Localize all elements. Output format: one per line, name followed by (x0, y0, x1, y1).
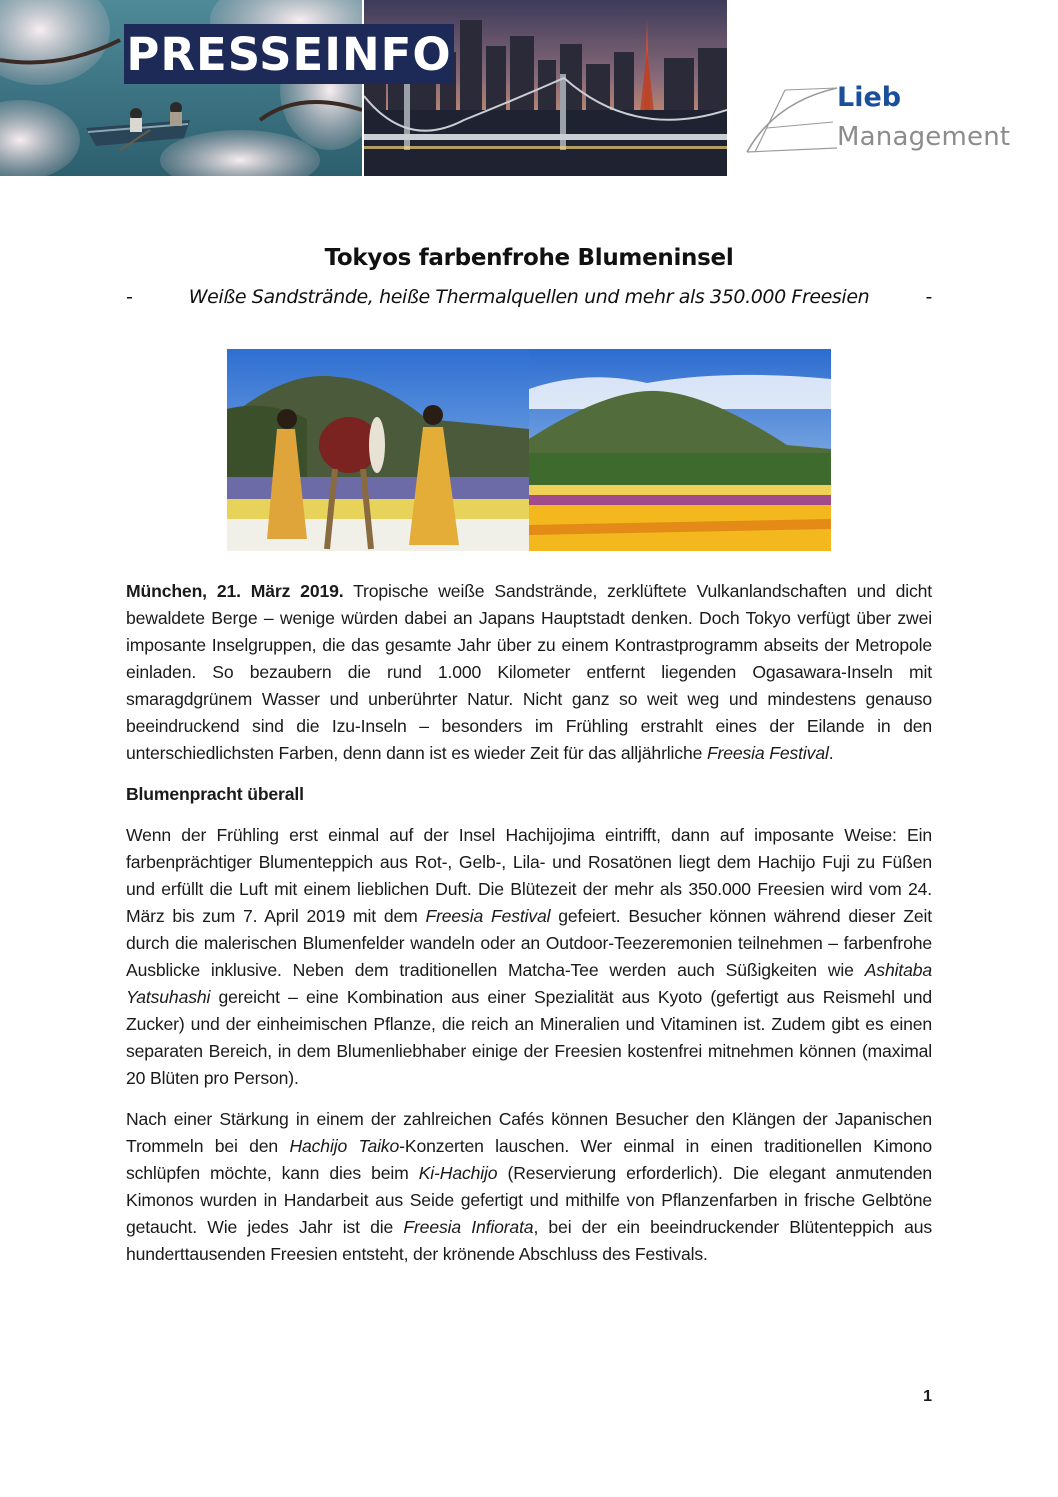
intro-text-1: Tropische weiße Sandstrände, zerklüftete Vulkanlandschaften und dicht bewaldete Berge – wenige würden dabei an Japans Hauptstadt denken. Doch Tokyo verfügt über zwei imposante Inselgruppen, die das gesamte Jahr über zu einem Kontrastprogramm abseits der Metropole einladen. So bezaubern die rund 1.000 Kilometer entfernt liegenden Ogasawara-Inseln mit smaragdgrünem Wasser und unberührter Natur. Nicht ganz so weit weg und mindestens genauso beeindruckend sind die Izu-Inseln – besonders im Frühling erstrahlt eines der Eilande in den unterschiedlichsten Farben, denn dann ist es wieder Zeit für das alljährliche (126, 581, 932, 763)
header-banner (0, 0, 727, 176)
s1-text-3: gereicht – eine Kombination aus einer Spezialität aus Kyoto (gefertigt aus Reismehl und Zucker) und der einheimischen Pflanze, die reich an Mineralien und Vitaminen ist. Zudem gibt es einen separaten Bereich, in dem Blumenliebhaber einige der Freesien kostenfrei mitnehmen können (maximal 20 Blüten pro Person). (126, 987, 932, 1088)
subtitle-dash-left: - (126, 286, 133, 308)
festival-photos (227, 349, 831, 551)
freesia-field-photo (529, 349, 831, 551)
logo-word-management: Management (837, 122, 1011, 152)
s2-em-1: Hachijo Taiko (289, 1136, 400, 1156)
intro-text-2: . (828, 743, 834, 763)
logo-swoosh-icon (745, 82, 845, 162)
article-title: Tokyos farbenfrohe Blumeninsel (324, 245, 734, 271)
s2-em-3: Freesia Infiorata (403, 1217, 534, 1237)
subtitle-text: Weiße Sandstrände, heiße Thermalquellen und mehr als 350.000 Freesien (188, 286, 870, 308)
article-body (126, 578, 932, 1282)
s1-text-1: Wenn der Frühling erst einmal auf der Insel Hachijojima eintrifft, dann auf imposante Weise: Ein farbenprächtiger Blumenteppich aus Rot-, Gelb-, Lila- und Rosatönen liegt dem Hachijo Fuji zu Füßen und erfüllt die Luft mit einem lieblichen Duft. Die Blütezeit der mehr als 350.000 Freesien wird vom 24. März bis zum 7. April 2019 mit dem (126, 825, 932, 926)
s1-em-1: Freesia Festival (425, 906, 551, 926)
drum-performers-photo (227, 349, 529, 551)
logo-word-lieb: Lieb (837, 82, 902, 113)
s1-text-2: gefeiert. Besucher können während dieser Zeit durch die malerischen Blumenfelder wandeln oder an Outdoor-Teezeremonien teilnehmen – farbenfrohe Ausblicke inklusive. Neben dem traditionellen Matcha-Tee werden auch Süßigkeiten wie (126, 906, 932, 980)
article-subtitle (126, 286, 932, 308)
intro-paragraph (126, 578, 932, 767)
presseinfo-badge (124, 24, 454, 84)
s2-text-3: (Reservierung erforderlich). Die elegant anmutenden Kimonos wurden in Handarbeit aus Seide gefertigt und mithilfe von Pflanzenfarben in frische Gelbtöne getaucht. Wie jedes Jahr ist die (126, 1163, 932, 1237)
section-heading: Blumenpracht überall (126, 784, 304, 804)
intro-em-1: Freesia Festival (706, 743, 829, 763)
s2-text-4: , bei der ein beeindruckender Blütenteppich aus hunderttausenden Freesien entsteht, der krönende Abschluss des Festivals. (126, 1217, 933, 1264)
page-number: 1 (923, 1388, 932, 1405)
s2-text-2: -Konzerten lauschen. Wer einmal in einen traditionellen Kimono schlüpfen möchte, kann dies beim (126, 1136, 932, 1183)
lieb-management-logo (745, 82, 1045, 162)
s1-em-2: Ashitaba Yatsuhashi (126, 960, 932, 1007)
dateline: München, 21. März 2019. (126, 581, 344, 601)
section2-paragraph (126, 1106, 932, 1268)
subtitle-dash-right: - (925, 286, 932, 308)
s2-text-1: Nach einer Stärkung in einem der zahlreichen Cafés können Besucher den Klängen der Japanischen Trommeln bei den (126, 1109, 932, 1156)
presseinfo-label: PRESSEINFO (126, 27, 452, 81)
s2-em-2: Ki-Hachijo (418, 1163, 498, 1183)
section1-paragraph (126, 822, 932, 1092)
